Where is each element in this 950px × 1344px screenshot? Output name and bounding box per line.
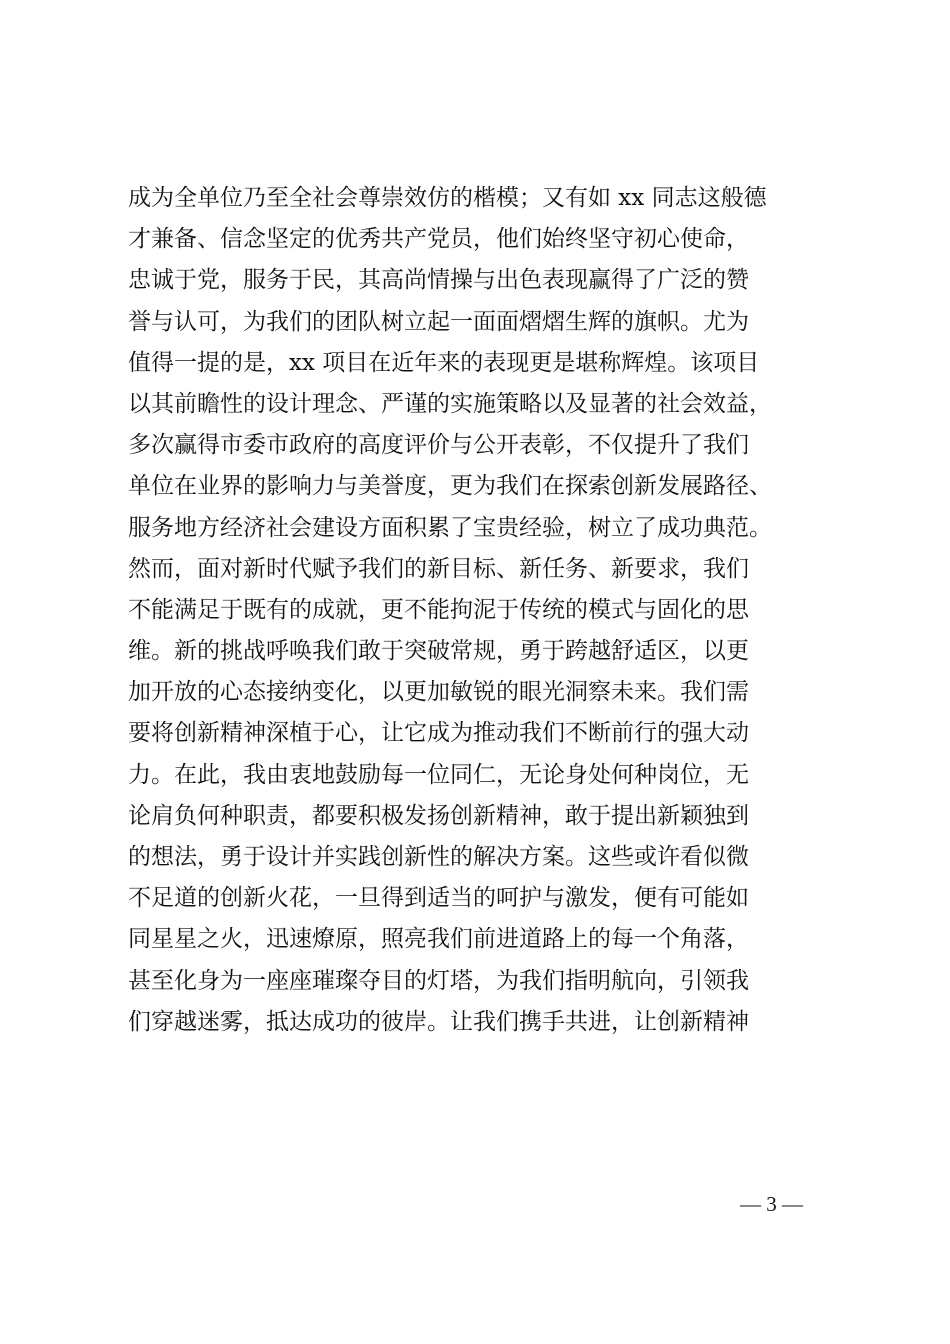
text-line: 的想法，勇于设计并实践创新性的解决方案。这些或许看似微	[128, 844, 749, 870]
text-line: 服务地方经济社会建设方面积累了宝贵经验，树立了成功典范。	[128, 514, 772, 541]
text-line: 不足道的创新火花，一旦得到适当的呵护与激发，便有可能如	[128, 885, 749, 912]
text-line: 成为全单位乃至全社会尊崇效仿的楷模；又有如 xx 同志这般德	[128, 185, 767, 211]
text-line: 甚至化身为一座座璀璨夺目的灯塔，为我们指明航向，引领我	[128, 967, 749, 994]
text-line: 们穿越迷雾，抵达成功的彼岸。让我们携手共进，让创新精神	[128, 1008, 749, 1035]
text-line: 维。新的挑战呼唤我们敢于突破常规，勇于跨越舒适区，以更	[128, 638, 749, 665]
text-line: 然而，面对新时代赋予我们的新目标、新任务、新要求，我们	[128, 555, 749, 582]
text-line: 以其前瞻性的设计理念、严谨的实施策略以及显著的社会效益，	[128, 390, 772, 417]
text-line: 多次赢得市委市政府的高度评价与公开表彰，不仅提升了我们	[128, 432, 749, 459]
text-line: 忠诚于党，服务于民，其高尚情操与出色表现赢得了广泛的赞	[128, 267, 749, 294]
text-line: 才兼备、信念坚定的优秀共产党员，他们始终坚守初心使命，	[128, 226, 749, 253]
text-line: 誉与认可，为我们的团队树立起一面面熠熠生辉的旗帜。尤为	[128, 308, 749, 335]
text-line: 同星星之火，迅速燎原，照亮我们前进道路上的每一个角落，	[128, 926, 749, 953]
text-line: 力。在此，我由衷地鼓励每一位同仁，无论身处何种岗位，无	[128, 761, 749, 788]
text-line: 值得一提的是，xx 项目在近年来的表现更是堪称辉煌。该项目	[128, 349, 760, 376]
text-line: 要将创新精神深植于心，让它成为推动我们不断前行的强大动	[128, 720, 749, 747]
page-number: — 3 —	[740, 1192, 803, 1216]
text-line: 不能满足于既有的成就，更不能拘泥于传统的模式与固化的思	[128, 596, 749, 623]
text-line: 加开放的心态接纳变化，以更加敏锐的眼光洞察未来。我们需	[128, 679, 749, 706]
body-paragraph	[128, 178, 828, 1043]
text-line: 单位在业界的影响力与美誉度，更为我们在探索创新发展路径、	[128, 473, 772, 500]
text-line: 论肩负何种职责，都要积极发扬创新精神，敢于提出新颖独到	[128, 802, 749, 829]
